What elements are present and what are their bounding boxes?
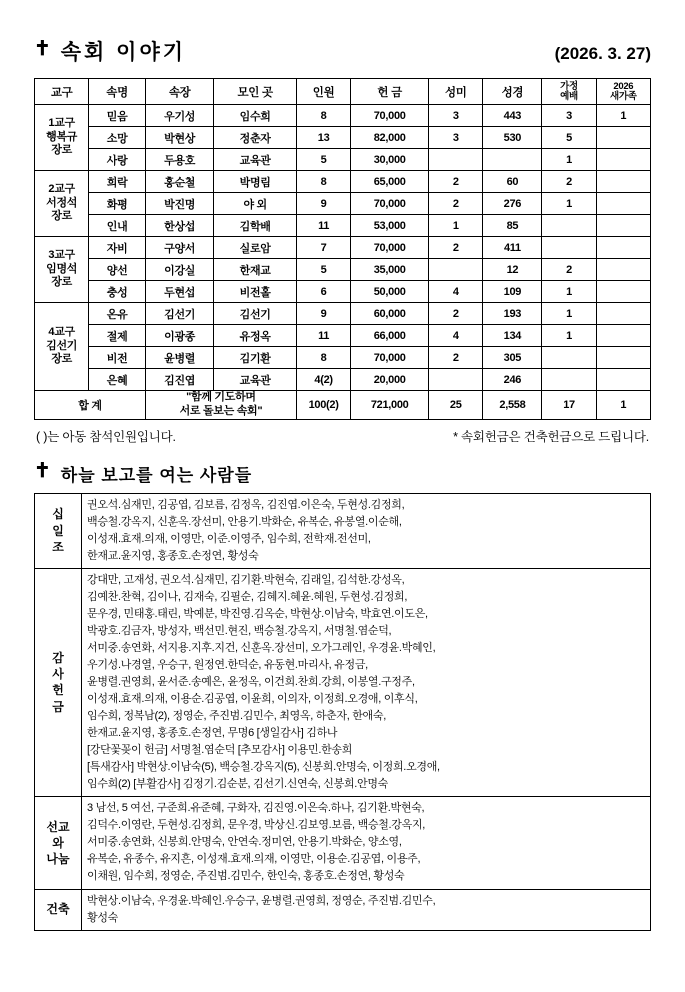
group-name: 비전 — [89, 347, 146, 369]
group-leader: 우기성 — [145, 105, 213, 127]
category-building-line1: 건축 — [46, 902, 70, 917]
group-name: 믿음 — [89, 105, 146, 127]
district-line3: 장로 — [51, 144, 72, 157]
names-mission — [82, 797, 651, 889]
names-line: 한재교.윤지영, 홍종호.손정연, 황성숙 — [87, 549, 259, 562]
group-rice — [429, 259, 483, 281]
names-line: 문우경, 민태홍.태린, 박예분, 박진영.김옥순, 박현상.이남숙, 박효연.이도은, — [87, 607, 428, 620]
group-rice: 2 — [429, 347, 483, 369]
group-name: 온유 — [89, 303, 146, 325]
group-count: 11 — [296, 325, 350, 347]
category-building — [35, 889, 82, 930]
group-home-worship — [542, 347, 596, 369]
group-place: 유정옥 — [214, 325, 297, 347]
group-count: 9 — [296, 193, 350, 215]
group-bible: 60 — [483, 171, 542, 193]
group-count: 8 — [296, 105, 350, 127]
offering-names-table — [34, 493, 651, 931]
group-rice: 3 — [429, 127, 483, 149]
group-leader: 두용호 — [145, 149, 213, 171]
group-count: 5 — [296, 149, 350, 171]
group-bible: 109 — [483, 281, 542, 303]
group-offering: 70,000 — [351, 105, 429, 127]
table-row — [35, 568, 651, 797]
group-offering: 65,000 — [351, 171, 429, 193]
total-new-family: 1 — [596, 391, 650, 420]
group-new-family — [596, 215, 650, 237]
table-row — [35, 325, 651, 347]
group-place: 실로암 — [214, 237, 297, 259]
cell-group-table — [34, 78, 651, 420]
names-line: 서미중.송연화, 신봉희.안명숙, 안연숙.정미연, 안용기.박화순, 양소영, — [87, 836, 402, 849]
category-mission — [35, 797, 82, 889]
group-leader: 김진엽 — [145, 369, 213, 391]
col-home-worship — [542, 79, 596, 105]
group-rice: 4 — [429, 281, 483, 303]
group-bible: 305 — [483, 347, 542, 369]
group-new-family — [596, 193, 650, 215]
col-place: 모인 곳 — [214, 79, 297, 105]
group-place: 김기환 — [214, 347, 297, 369]
table-row — [35, 127, 651, 149]
table-row — [35, 105, 651, 127]
table-notes — [34, 427, 651, 445]
col-rice: 성미 — [429, 79, 483, 105]
group-leader: 두현섭 — [145, 281, 213, 303]
group-count: 8 — [296, 347, 350, 369]
group-offering: 82,000 — [351, 127, 429, 149]
group-place: 임수희 — [214, 105, 297, 127]
group-place: 김선기 — [214, 303, 297, 325]
district-cell — [35, 105, 89, 171]
category-mission-line1: 선교 — [46, 819, 70, 834]
group-home-worship: 1 — [542, 325, 596, 347]
group-leader: 박진명 — [145, 193, 213, 215]
group-offering: 70,000 — [351, 193, 429, 215]
group-bible: 443 — [483, 105, 542, 127]
names-building — [82, 889, 651, 930]
names-line: 김덕수.이영란, 두현성.김정희, 문우경, 박상신.김보영.보름, 백승철.강옥지, — [87, 819, 426, 832]
names-line: 이채원, 임수희, 정영순, 주진범.김민수, 한인숙, 홍종호.손정연, 황성숙 — [87, 870, 405, 883]
group-rice: 2 — [429, 303, 483, 325]
group-place: 교육관 — [214, 369, 297, 391]
cross-icon: ✝ — [34, 460, 51, 482]
table-row — [35, 797, 651, 889]
district-line1: 1교구 — [48, 116, 75, 129]
table-row — [35, 149, 651, 171]
group-home-worship: 3 — [542, 105, 596, 127]
table-row — [35, 281, 651, 303]
page-title: 속회 이야기 — [60, 41, 187, 64]
group-leader: 윤병렬 — [145, 347, 213, 369]
group-offering: 20,000 — [351, 369, 429, 391]
category-thanksgiving-line2: 사 — [52, 667, 64, 682]
district-line1: 3교구 — [48, 248, 75, 261]
group-leader: 한상섭 — [145, 215, 213, 237]
district-line1: 4교구 — [48, 325, 75, 338]
names-tithe — [82, 493, 651, 568]
note-building-offering: * 속회헌금은 건축헌금으로 드립니다. — [453, 429, 649, 444]
group-count: 5 — [296, 259, 350, 281]
table-row — [35, 171, 651, 193]
category-thanksgiving — [35, 568, 82, 797]
group-new-family — [596, 259, 650, 281]
group-bible: 134 — [483, 325, 542, 347]
group-count: 8 — [296, 171, 350, 193]
table-row — [35, 347, 651, 369]
group-new-family — [596, 237, 650, 259]
group-bible: 276 — [483, 193, 542, 215]
group-new-family — [596, 325, 650, 347]
group-place: 비전홀 — [214, 281, 297, 303]
table-body — [35, 105, 651, 420]
group-place: 교육관 — [214, 149, 297, 171]
group-home-worship: 1 — [542, 281, 596, 303]
group-bible: 85 — [483, 215, 542, 237]
district-line3: 장로 — [51, 276, 72, 289]
group-rice — [429, 149, 483, 171]
table-row — [35, 303, 651, 325]
table-header-row — [35, 79, 651, 105]
group-home-worship — [542, 215, 596, 237]
col-district: 교구 — [35, 79, 89, 105]
document-header — [34, 36, 651, 66]
table-row — [35, 493, 651, 568]
group-leader: 구양서 — [145, 237, 213, 259]
group-new-family — [596, 171, 650, 193]
group-home-worship: 5 — [542, 127, 596, 149]
names-line: 황성숙 — [87, 911, 118, 924]
group-offering: 70,000 — [351, 237, 429, 259]
group-home-worship: 1 — [542, 193, 596, 215]
category-thanksgiving-line4: 금 — [52, 699, 64, 714]
names-line: 3 남선, 5 여선, 구준희.유준혜, 구화자, 김진영.이은숙.하나, 김기환.박현숙, — [87, 802, 425, 815]
group-new-family — [596, 303, 650, 325]
names-thanksgiving — [82, 568, 651, 797]
report-date: (2026. 3. 27) — [554, 44, 651, 63]
group-name: 사랑 — [89, 149, 146, 171]
group-place: 야 외 — [214, 193, 297, 215]
group-place: 정춘자 — [214, 127, 297, 149]
total-motto-line1: "함께 기도하며 — [186, 391, 256, 403]
group-rice: 2 — [429, 237, 483, 259]
group-name: 소망 — [89, 127, 146, 149]
category-mission-line2: 와 — [52, 835, 64, 850]
names-line: 유복순, 유종수, 유지흔, 이성재.효재.의재, 이영만, 이용순.김공엽, 이용주, — [87, 853, 421, 866]
group-home-worship — [542, 237, 596, 259]
category-thanksgiving-line1: 감 — [52, 651, 64, 666]
total-offering: 721,000 — [351, 391, 429, 420]
group-bible: 530 — [483, 127, 542, 149]
group-offering: 35,000 — [351, 259, 429, 281]
group-home-worship: 2 — [542, 171, 596, 193]
group-count: 11 — [296, 215, 350, 237]
group-count: 4(2) — [296, 369, 350, 391]
table-row — [35, 259, 651, 281]
col-home-worship-line1: 가정 — [560, 80, 578, 92]
group-place: 김학배 — [214, 215, 297, 237]
total-motto — [145, 391, 296, 420]
group-name: 인내 — [89, 215, 146, 237]
col-leader: 속장 — [145, 79, 213, 105]
col-bible: 성경 — [483, 79, 542, 105]
group-name: 은혜 — [89, 369, 146, 391]
group-count: 13 — [296, 127, 350, 149]
category-tithe-line1: 십 — [52, 507, 64, 522]
group-offering: 70,000 — [351, 347, 429, 369]
names-line: 임수희(2) [부활감사] 김정기.김순분, 김선기.신연숙, 신봉희.안명숙 — [87, 778, 389, 791]
group-name: 절제 — [89, 325, 146, 347]
total-count: 100(2) — [296, 391, 350, 420]
group-new-family — [596, 369, 650, 391]
names-line: 윤병렬.권영희, 윤서준.송예은, 윤정옥, 이건희.찬희.강희, 이봉열.구정주, — [87, 675, 415, 688]
group-leader: 김선기 — [145, 303, 213, 325]
district-line2: 임명석 — [46, 262, 78, 275]
group-new-family — [596, 127, 650, 149]
group-offering: 53,000 — [351, 215, 429, 237]
total-home-worship: 17 — [542, 391, 596, 420]
group-bible: 193 — [483, 303, 542, 325]
group-offering: 60,000 — [351, 303, 429, 325]
total-rice: 25 — [429, 391, 483, 420]
group-bible — [483, 149, 542, 171]
group-offering: 50,000 — [351, 281, 429, 303]
group-rice — [429, 369, 483, 391]
group-place: 박명림 — [214, 171, 297, 193]
group-leader: 이광종 — [145, 325, 213, 347]
total-label: 합 계 — [35, 391, 146, 420]
section-offering-header — [34, 461, 651, 486]
names-line: 임수희, 정복남(2), 정영순, 주진범.김민수, 최영옥, 하춘자, 한애숙, — [87, 710, 386, 723]
group-new-family — [596, 149, 650, 171]
group-rice: 2 — [429, 193, 483, 215]
names-line: 백승철.강옥지, 신훈옥.장선미, 안용기.박화순, 유복순, 유봉열.이순해, — [87, 515, 402, 528]
names-line: 서미중.송연화, 서지용.지후.지건, 신훈옥.장선미, 오가그레인, 우경윤.박혜인, — [87, 641, 436, 654]
district-line1: 2교구 — [48, 182, 75, 195]
note-children-count: ( )는 아동 참석인원입니다. — [36, 429, 176, 444]
group-home-worship: 2 — [542, 259, 596, 281]
group-name: 화평 — [89, 193, 146, 215]
group-leader: 이강실 — [145, 259, 213, 281]
group-place: 한재교 — [214, 259, 297, 281]
district-cell — [35, 171, 89, 237]
names-line: 박광호.김금자, 방성자, 백선민.현진, 백승철.강옥지, 서명철.염순덕, — [87, 624, 392, 637]
district-line3: 장로 — [51, 353, 72, 366]
names-line: 김예찬.찬혁, 김이나, 김재숙, 김필순, 김혜지.혜윤.혜원, 두현성.김정희, — [87, 590, 408, 603]
group-offering: 66,000 — [351, 325, 429, 347]
names-line: 강대만, 고재성, 권오석.심재민, 김기환.박현숙, 김래일, 김석한.강성옥, — [87, 573, 405, 586]
group-count: 7 — [296, 237, 350, 259]
col-home-worship-line2: 예배 — [560, 90, 578, 102]
group-home-worship: 1 — [542, 303, 596, 325]
district-line2: 서정석 — [46, 196, 78, 209]
names-line: 우기성.나경열, 우승구, 원정연.한덕순, 유동현.마리사, 유정금, — [87, 658, 368, 671]
total-motto-line2: 서로 돌보는 속회" — [179, 404, 263, 417]
category-thanksgiving-line3: 헌 — [52, 683, 64, 698]
table-total-row — [35, 391, 651, 420]
category-tithe-line3: 조 — [52, 539, 64, 554]
group-leader: 홍순철 — [145, 171, 213, 193]
names-line: [특새감사] 박현상.이남숙(5), 백승철.강옥지(5), 신봉희.안명숙, 이정희.오경애, — [87, 761, 440, 774]
group-leader: 박현상 — [145, 127, 213, 149]
group-count: 9 — [296, 303, 350, 325]
district-cell — [35, 237, 89, 303]
col-offering: 헌 금 — [351, 79, 429, 105]
table-row — [35, 889, 651, 930]
group-name: 양선 — [89, 259, 146, 281]
table-row — [35, 237, 651, 259]
group-home-worship — [542, 369, 596, 391]
district-line2: 행복규 — [46, 130, 78, 143]
group-new-family — [596, 281, 650, 303]
group-home-worship: 1 — [542, 149, 596, 171]
district-cell — [35, 303, 89, 391]
names-line: 박현상.이남숙, 우경윤.박혜인.우승구, 윤병렬.권영희, 정영순, 주진범.김민수, — [87, 894, 436, 907]
col-new-family-line2: 새가족 — [610, 90, 637, 102]
group-rice: 4 — [429, 325, 483, 347]
group-offering: 30,000 — [351, 149, 429, 171]
group-rice: 2 — [429, 171, 483, 193]
group-name: 희락 — [89, 171, 146, 193]
category-tithe — [35, 493, 82, 568]
col-group-name: 속명 — [89, 79, 146, 105]
col-new-family — [596, 79, 650, 105]
names-line: 이성재.효재.의재, 이용순.김공엽, 이윤희, 이의자, 이정희.오경애, 이후식, — [87, 693, 418, 706]
section-title: 하늘 보고를 여는 사람들 — [60, 465, 253, 485]
district-line3: 장로 — [51, 210, 72, 223]
group-new-family — [596, 347, 650, 369]
district-line2: 김선기 — [46, 339, 78, 352]
group-new-family: 1 — [596, 105, 650, 127]
group-count: 6 — [296, 281, 350, 303]
group-bible: 12 — [483, 259, 542, 281]
group-rice: 3 — [429, 105, 483, 127]
category-mission-line3: 나눔 — [46, 852, 70, 866]
total-bible: 2,558 — [483, 391, 542, 420]
names-line: 한재교.윤지영, 홍종호.손정연, 무명6 [생일감사] 김하나 — [87, 727, 338, 740]
group-bible: 246 — [483, 369, 542, 391]
group-name: 자비 — [89, 237, 146, 259]
names-line: 권오석.심재민, 김공엽, 김보름, 김정옥, 김진엽.이은숙, 두현성.김정희, — [87, 498, 405, 511]
table-row — [35, 193, 651, 215]
group-rice: 1 — [429, 215, 483, 237]
group-name: 충성 — [89, 281, 146, 303]
table-row — [35, 369, 651, 391]
header-left — [34, 36, 186, 66]
category-tithe-line2: 일 — [52, 523, 64, 538]
names-line: [강단꽃꽂이 헌금] 서명철.염순덕 [추모감사] 이용민.한송희 — [87, 744, 353, 757]
col-count: 인원 — [296, 79, 350, 105]
names-line: 이성재.효재.의재, 이영만, 이준.이영주, 임수희, 전학재.전선미, — [87, 532, 371, 545]
group-bible: 411 — [483, 237, 542, 259]
cross-icon: ✝ — [34, 38, 51, 60]
col-new-family-line1: 2026 — [613, 80, 634, 92]
table-row — [35, 215, 651, 237]
